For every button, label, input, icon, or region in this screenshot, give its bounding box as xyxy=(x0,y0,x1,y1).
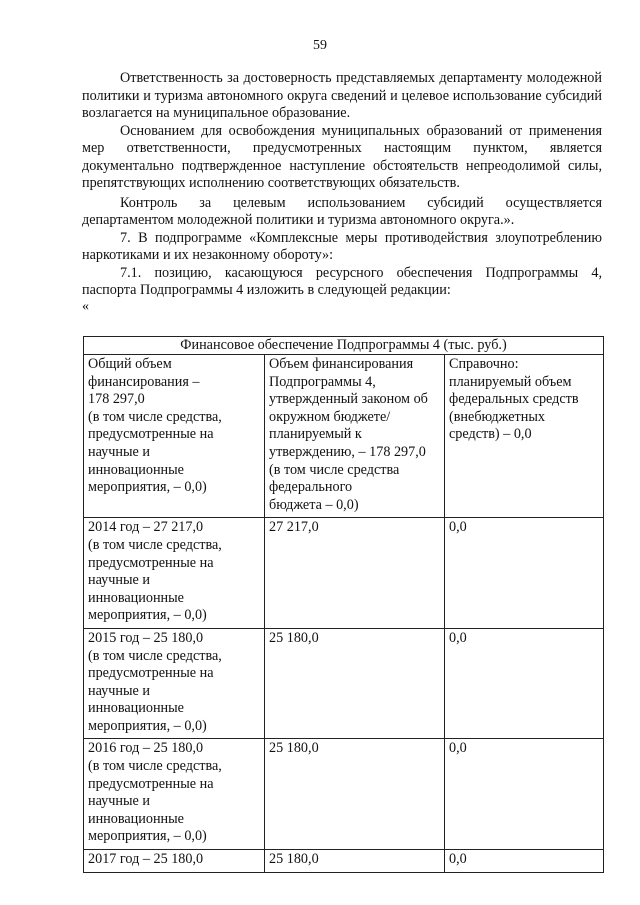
cell-text-line: 178 297,0 xyxy=(88,391,145,408)
cell-text-line: (в том числе средства, xyxy=(88,408,222,425)
table-row xyxy=(84,850,604,873)
cell-text-line: планируемый объем xyxy=(449,373,572,390)
document-body xyxy=(82,70,602,314)
table-header-row xyxy=(84,355,604,518)
budget-cell: 27 217,0 xyxy=(265,518,445,629)
table-caption-row xyxy=(84,337,604,355)
cell-text-line: научные и xyxy=(88,572,150,589)
cell-text-line: (внебюджетных xyxy=(449,408,545,425)
paragraph-control: Контроль за целевым использованием субсидий осуществляется департаментом молодежной политики и туризма автономного округа.». xyxy=(82,194,602,228)
cell-text-line: инновационные xyxy=(88,810,184,827)
cell-text-line: федеральных средств xyxy=(449,391,579,408)
header-federal-cell xyxy=(445,355,604,518)
cell-text-line: научные и xyxy=(88,682,150,699)
paragraph-exemption: Основанием для освобождения муниципальных образований от применения мер ответственности, предусмотренных настоящим пунктом, является документально подтвержденное наступление обстоятельств непреодолимой силы, препятствующих исполнению соответствующих обязательств. xyxy=(82,122,602,191)
year-cell xyxy=(84,850,265,873)
opening-quote: « xyxy=(82,298,89,314)
paragraph-responsibility: Ответственность за достоверность представляемых департаменту молодежной политики и туризма автономного округа сведений и целевое использование субсидий возлагается на муниципальное образование. xyxy=(82,70,602,121)
paragraph-amendment: 7.1. позицию, касающуюся ресурсного обеспечения Подпрограммы 4, паспорта Подпрограммы 4 изложить в следующей редакции: xyxy=(82,264,602,298)
cell-text-line: предусмотренные на xyxy=(88,665,214,682)
page-number: 59 xyxy=(313,38,327,53)
cell-text-line: 2014 год – 27 217,0 xyxy=(88,519,204,536)
budget-cell: 25 180,0 xyxy=(265,850,445,873)
cell-text-line: (в том числе средства xyxy=(269,461,400,478)
cell-text-line: (в том числе средства, xyxy=(88,758,222,775)
cell-text-line: предусмотренные на xyxy=(88,554,214,571)
federal-cell: 0,0 xyxy=(445,739,604,850)
year-cell xyxy=(84,518,265,629)
year-cell xyxy=(84,739,265,850)
table-caption: Финансовое обеспечение Подпрограммы 4 (тыс. руб.) xyxy=(84,337,604,355)
year-cell xyxy=(84,628,265,739)
table-row xyxy=(84,628,604,739)
cell-text-line: мероприятия, – 0,0) xyxy=(88,828,207,845)
cell-text-line: научные и xyxy=(88,443,150,460)
cell-text-line: (в том числе средства, xyxy=(88,647,222,664)
cell-text-line: инновационные xyxy=(88,589,184,606)
cell-text-line: 2015 год – 25 180,0 xyxy=(88,629,204,646)
cell-text-line: окружном бюджете/ xyxy=(269,408,391,425)
federal-cell: 0,0 xyxy=(445,850,604,873)
cell-text-line: 2016 год – 25 180,0 xyxy=(88,740,204,757)
cell-text-line: инновационные xyxy=(88,700,184,717)
table-row xyxy=(84,739,604,850)
cell-text-line: (в том числе средства, xyxy=(88,536,222,553)
header-budget-cell xyxy=(265,355,445,518)
cell-text-line: научные и xyxy=(88,793,150,810)
cell-text-line: бюджета – 0,0) xyxy=(269,496,359,513)
cell-text-line: мероприятия, – 0,0) xyxy=(88,717,207,734)
cell-text-line: Справочно: xyxy=(449,356,519,372)
cell-text-line: 2017 год – 25 180,0 xyxy=(88,851,204,868)
federal-cell: 0,0 xyxy=(445,628,604,739)
cell-text-line: планируемый к xyxy=(269,426,362,443)
cell-text-line: мероприятия, – 0,0) xyxy=(88,607,207,624)
cell-text-line: средств) – 0,0 xyxy=(449,426,532,443)
cell-text-line: предусмотренные на xyxy=(88,775,214,792)
cell-text-line: Подпрограммы 4, xyxy=(269,373,376,390)
paragraph-subprogram: 7. В подпрограмме «Комплексные меры противодействия злоупотреблению наркотиками и их незаконному обороту»: xyxy=(82,229,602,263)
cell-text-line: федерального xyxy=(269,479,353,496)
header-total-cell xyxy=(84,355,265,518)
cell-text-line: утверждению, – 178 297,0 xyxy=(269,443,426,460)
federal-cell: 0,0 xyxy=(445,518,604,629)
cell-text-line: Объем финансирования xyxy=(269,356,414,372)
budget-cell: 25 180,0 xyxy=(265,739,445,850)
cell-text-line: Общий объем xyxy=(88,356,172,372)
cell-text-line: мероприятия, – 0,0) xyxy=(88,479,207,496)
cell-text-line: предусмотренные на xyxy=(88,426,214,443)
budget-cell: 25 180,0 xyxy=(265,628,445,739)
cell-text-line: утвержденный законом об xyxy=(269,391,428,408)
table-row xyxy=(84,518,604,629)
financing-table xyxy=(83,336,604,873)
cell-text-line: инновационные xyxy=(88,461,184,478)
cell-text-line: финансирования – xyxy=(88,373,200,390)
